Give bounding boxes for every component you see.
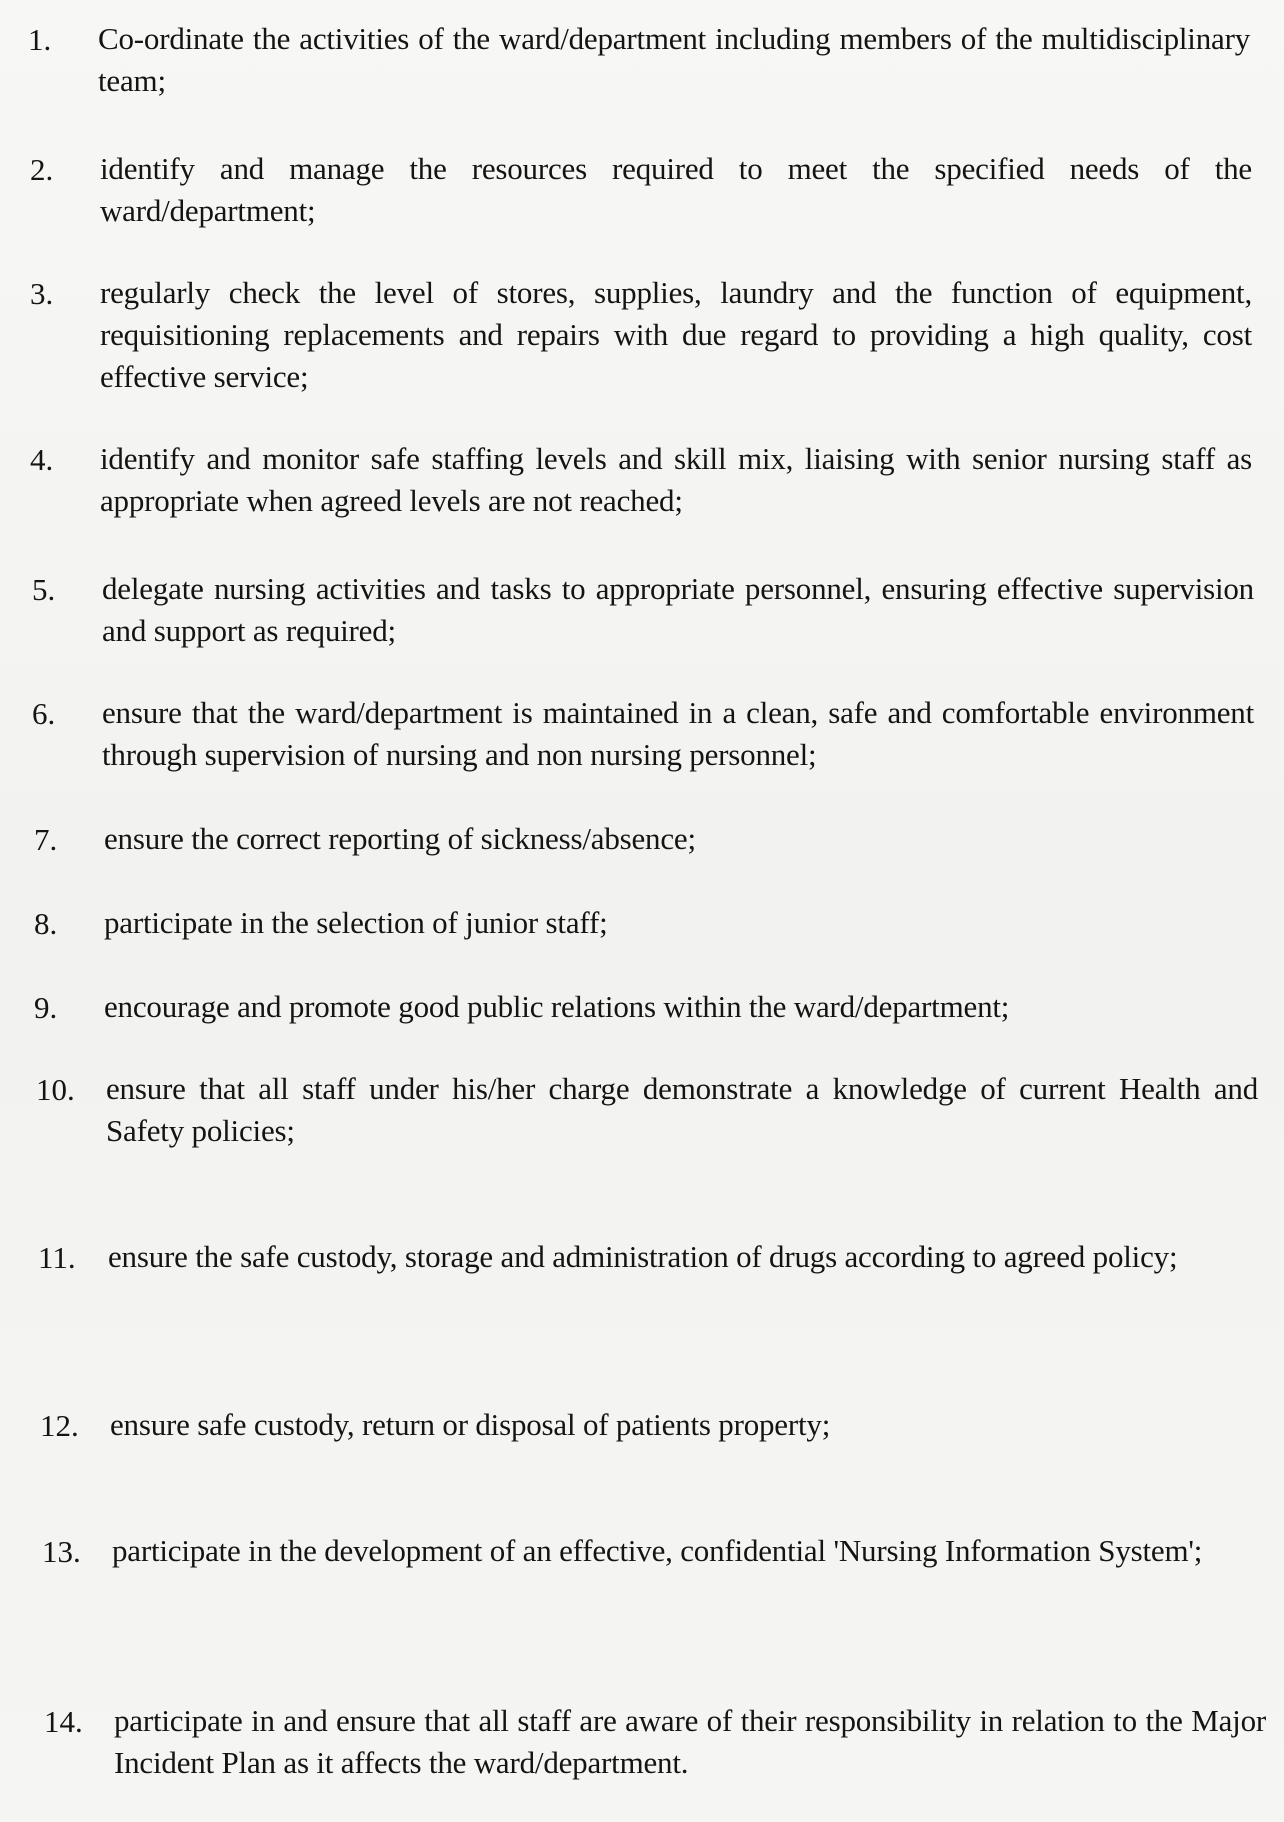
- item-text: regularly check the level of stores, supplies, laundry and the function of equipment, requisitioning replacements and repairs with due regard to providing a high quality, cost effective service;: [100, 275, 1252, 394]
- item-number: 3.: [30, 276, 54, 311]
- item-text: encourage and promote good public relations within the ward/department;: [104, 989, 1010, 1024]
- list-item: [44, 1700, 1266, 1784]
- item-number: 1.: [28, 22, 52, 57]
- item-number: 10.: [36, 1072, 75, 1107]
- item-text: identify and monitor safe staffing levels and skill mix, liaising with senior nursing staff as appropriate when agreed levels are not reached;: [100, 441, 1252, 518]
- list-item: [34, 818, 1256, 862]
- list-item: [34, 986, 1256, 1030]
- list-item: [32, 568, 1254, 652]
- list-item: [36, 1068, 1258, 1152]
- item-number: 4.: [30, 442, 54, 477]
- item-text: delegate nursing activities and tasks to appropriate personnel, ensuring effective supervision and support as required;: [102, 571, 1254, 648]
- item-text: ensure safe custody, return or disposal of patients property;: [110, 1407, 831, 1442]
- item-text: participate in and ensure that all staff are aware of their responsibility in relation to the Major Incident Plan as it affects the ward/department.: [114, 1703, 1266, 1780]
- item-text: identify and manage the resources required to meet the specified needs of the ward/department;: [100, 151, 1252, 228]
- item-text: participate in the selection of junior staff;: [104, 905, 608, 940]
- item-number: 9.: [34, 990, 58, 1025]
- list-item: [42, 1530, 1264, 1574]
- list-item: [30, 148, 1252, 232]
- item-number: 6.: [32, 696, 56, 731]
- list-item: [34, 902, 1256, 946]
- list-item: [38, 1236, 1260, 1280]
- item-text: Co-ordinate the activities of the ward/department including members of the multidisciplinary team;: [98, 21, 1250, 98]
- item-number: 13.: [42, 1534, 81, 1569]
- list-item: [32, 692, 1254, 776]
- list-item: [30, 438, 1252, 522]
- item-number: 11.: [38, 1240, 76, 1275]
- item-text: ensure that all staff under his/her charge demonstrate a knowledge of current Health and Safety policies;: [106, 1071, 1258, 1148]
- item-text: ensure that the ward/department is maintained in a clean, safe and comfortable environment through supervision of nursing and non nursing personnel;: [102, 695, 1254, 772]
- item-number: 12.: [40, 1408, 79, 1443]
- list-item: [30, 272, 1252, 398]
- list-item: [40, 1404, 1262, 1448]
- item-number: 8.: [34, 906, 58, 941]
- list-item: [28, 18, 1250, 102]
- item-number: 2.: [30, 152, 54, 187]
- item-text: ensure the correct reporting of sickness/absence;: [104, 821, 696, 856]
- item-number: 5.: [32, 572, 56, 607]
- item-number: 14.: [44, 1704, 83, 1739]
- item-text: participate in the development of an effective, confidential 'Nursing Information System';: [112, 1533, 1203, 1568]
- item-number: 7.: [34, 822, 58, 857]
- item-text: ensure the safe custody, storage and administration of drugs according to agreed policy;: [108, 1239, 1178, 1274]
